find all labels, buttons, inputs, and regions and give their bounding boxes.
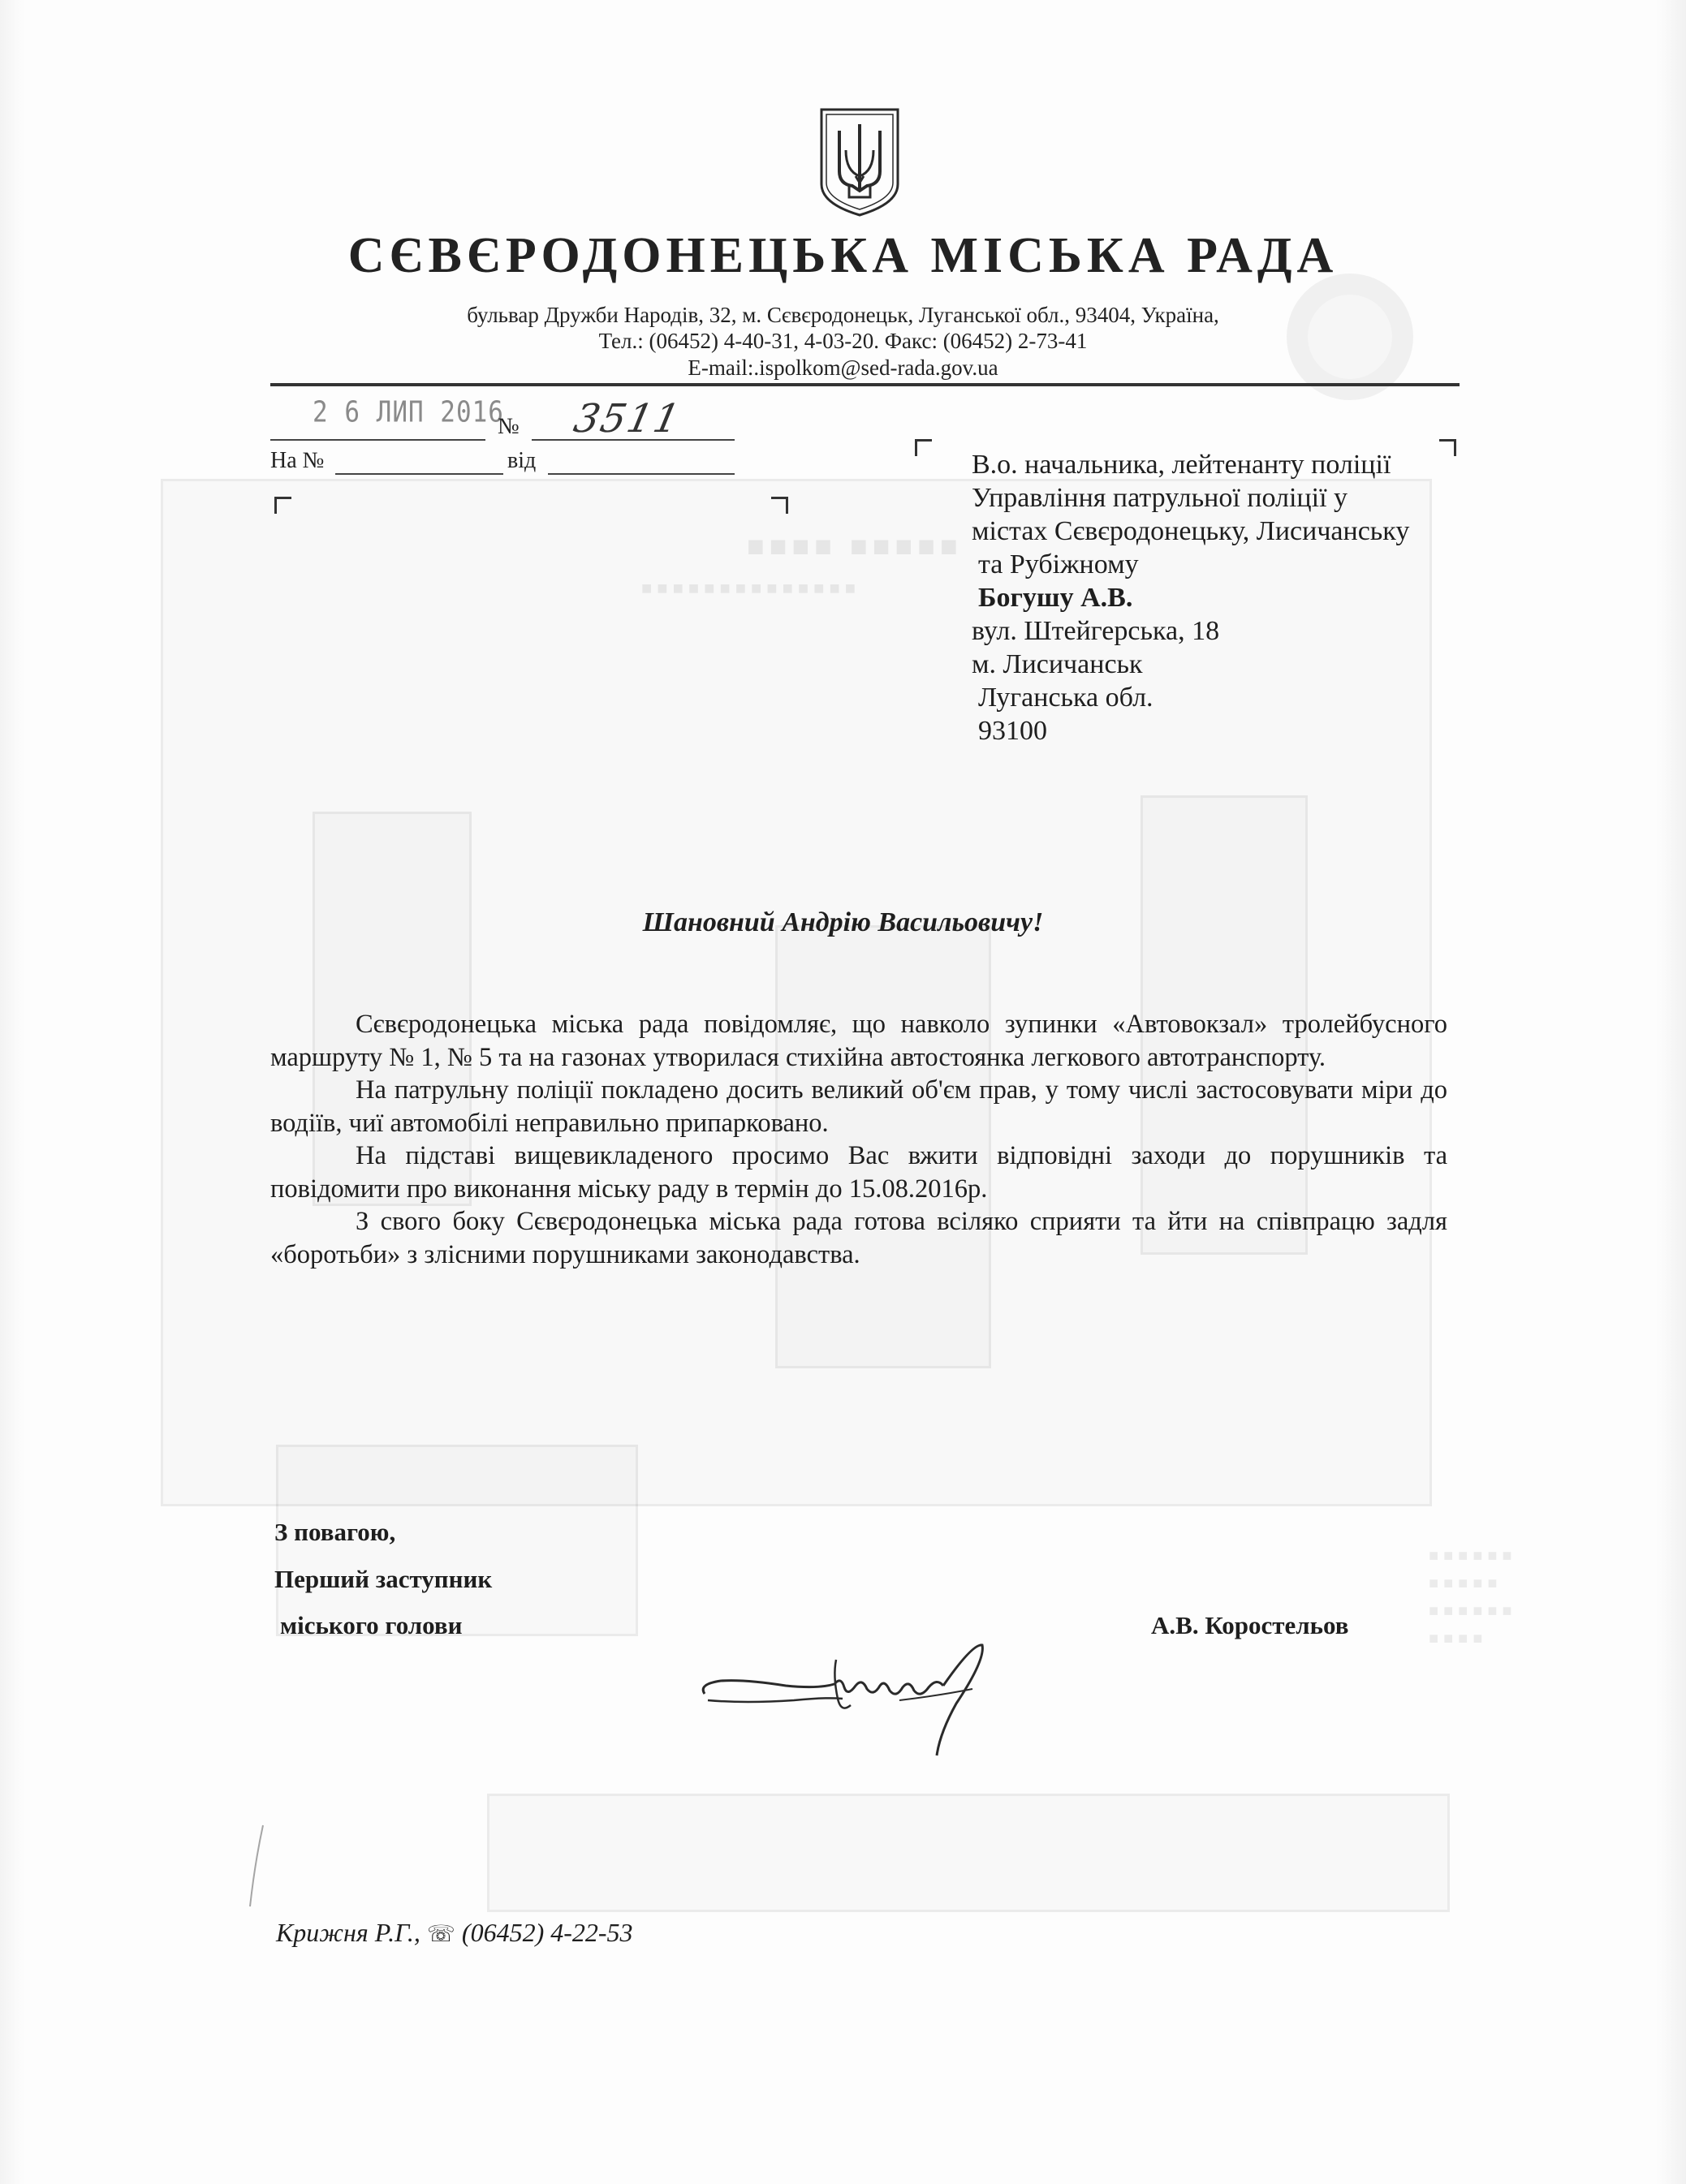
reply-to-label: На №: [270, 448, 325, 473]
telephone-icon: ☏: [426, 1922, 455, 1947]
salutation: Шановний Андрію Васильовичу!: [642, 907, 1044, 937]
recipient-title-line: В.о. начальника, лейтенанту поліції: [972, 450, 1391, 480]
recipient-city: м. Лисичанськ: [972, 649, 1143, 679]
executor-line: [276, 1918, 633, 1948]
show-through-lettering: ■■■■ ■■■■■: [747, 529, 963, 562]
recipient-cities-line: містах Сєвєродонецьку, Лисичанську: [972, 516, 1410, 546]
body-paragraph-1: Сєвєродонецька міська рада повідомляє, що навколо зупинки «Автовокзал» тролейбусного маршруту № 1, № 5 та на газонах утворилася стихійна автостоянка легкового автотранспорту.: [270, 1010, 1447, 1072]
recipient-postcode: 93100: [978, 716, 1047, 746]
outgoing-number-label: №: [498, 414, 520, 439]
show-through-lettering-3: ■■■■■■ ■■■■■ ■■■■■■ ■■■■: [1429, 1547, 1517, 1648]
recipient-name: Богушу А.В.: [978, 583, 1133, 613]
reply-from-date-line: [548, 473, 735, 475]
recipient-block: [972, 448, 1409, 747]
executor-name: Крижня Р.Г.,: [276, 1918, 420, 1947]
signer-position-line-1: Перший заступник: [274, 1565, 493, 1593]
show-through-strip-bottom: [487, 1794, 1450, 1912]
date-stamp: 2 6 ЛИП 2016: [313, 395, 504, 429]
handwritten-signature: [696, 1635, 997, 1757]
outgoing-date-line: [270, 439, 485, 441]
letterhead-divider: [270, 383, 1460, 386]
coat-of-arms-trident-icon: [817, 106, 903, 218]
phone-fax-line: Тел.: (06452) 4-40-31, 4-03-20. Факс: (06452) 2-73-41: [598, 329, 1088, 353]
handwritten-outgoing-number: 3511: [570, 396, 686, 442]
recipient-cities-line-2: та Рубіжному: [978, 549, 1139, 579]
reply-to-number-line: [335, 473, 503, 475]
address-line: бульвар Дружби Народів, 32, м. Сєвєродонецьк, Луганської обл., 93404, Україна,: [467, 303, 1219, 327]
address-block-corner-top-right: [771, 497, 788, 514]
signatory-name: А.В. Коростельов: [1151, 1611, 1349, 1639]
recipient-region: Луганська обл.: [978, 683, 1153, 713]
recipient-corner-top-left: [915, 439, 932, 456]
recipient-department-line: Управління патрульної поліції у: [972, 483, 1348, 513]
executor-phone: (06452) 4-22-53: [461, 1918, 633, 1947]
signer-position-line-2: міського голови: [280, 1611, 463, 1639]
organization-title: СЄВЄРОДОНЕЦЬКА МІСЬКА РАДА: [347, 228, 1339, 283]
address-block-corner-top-left: [274, 497, 291, 514]
pencil-mark: [244, 1822, 268, 1911]
body-paragraph-3: На підставі вищевикладеного просимо Вас вжити відповідні заходи до порушників та повідомити про виконання міську раду в термін до 15.08.2016р.: [270, 1141, 1447, 1204]
recipient-corner-top-right: [1439, 439, 1456, 456]
letter-body: [270, 1008, 1447, 1271]
body-paragraph-4: З свого боку Сєвєродонецька міська рада готова всіляко сприяти та йти на співпрацю задля «боротьби» з злісними порушниками законодавства.: [270, 1207, 1447, 1269]
reply-from-label: від: [507, 448, 537, 473]
show-through-lettering-2: ■■■■■■■■■■■■■■: [641, 578, 861, 598]
closing-regards: З повагою,: [274, 1518, 396, 1546]
body-paragraph-2: На патрульну поліції покладено досить великий об'єм прав, у тому числі застосовувати міри до водіїв, чиї автомобілі неправильно припарковано.: [270, 1075, 1447, 1138]
email-line: E-mail:.ispolkom@sed-rada.gov.ua: [688, 355, 998, 380]
recipient-street: вул. Штейгерська, 18: [972, 616, 1220, 646]
